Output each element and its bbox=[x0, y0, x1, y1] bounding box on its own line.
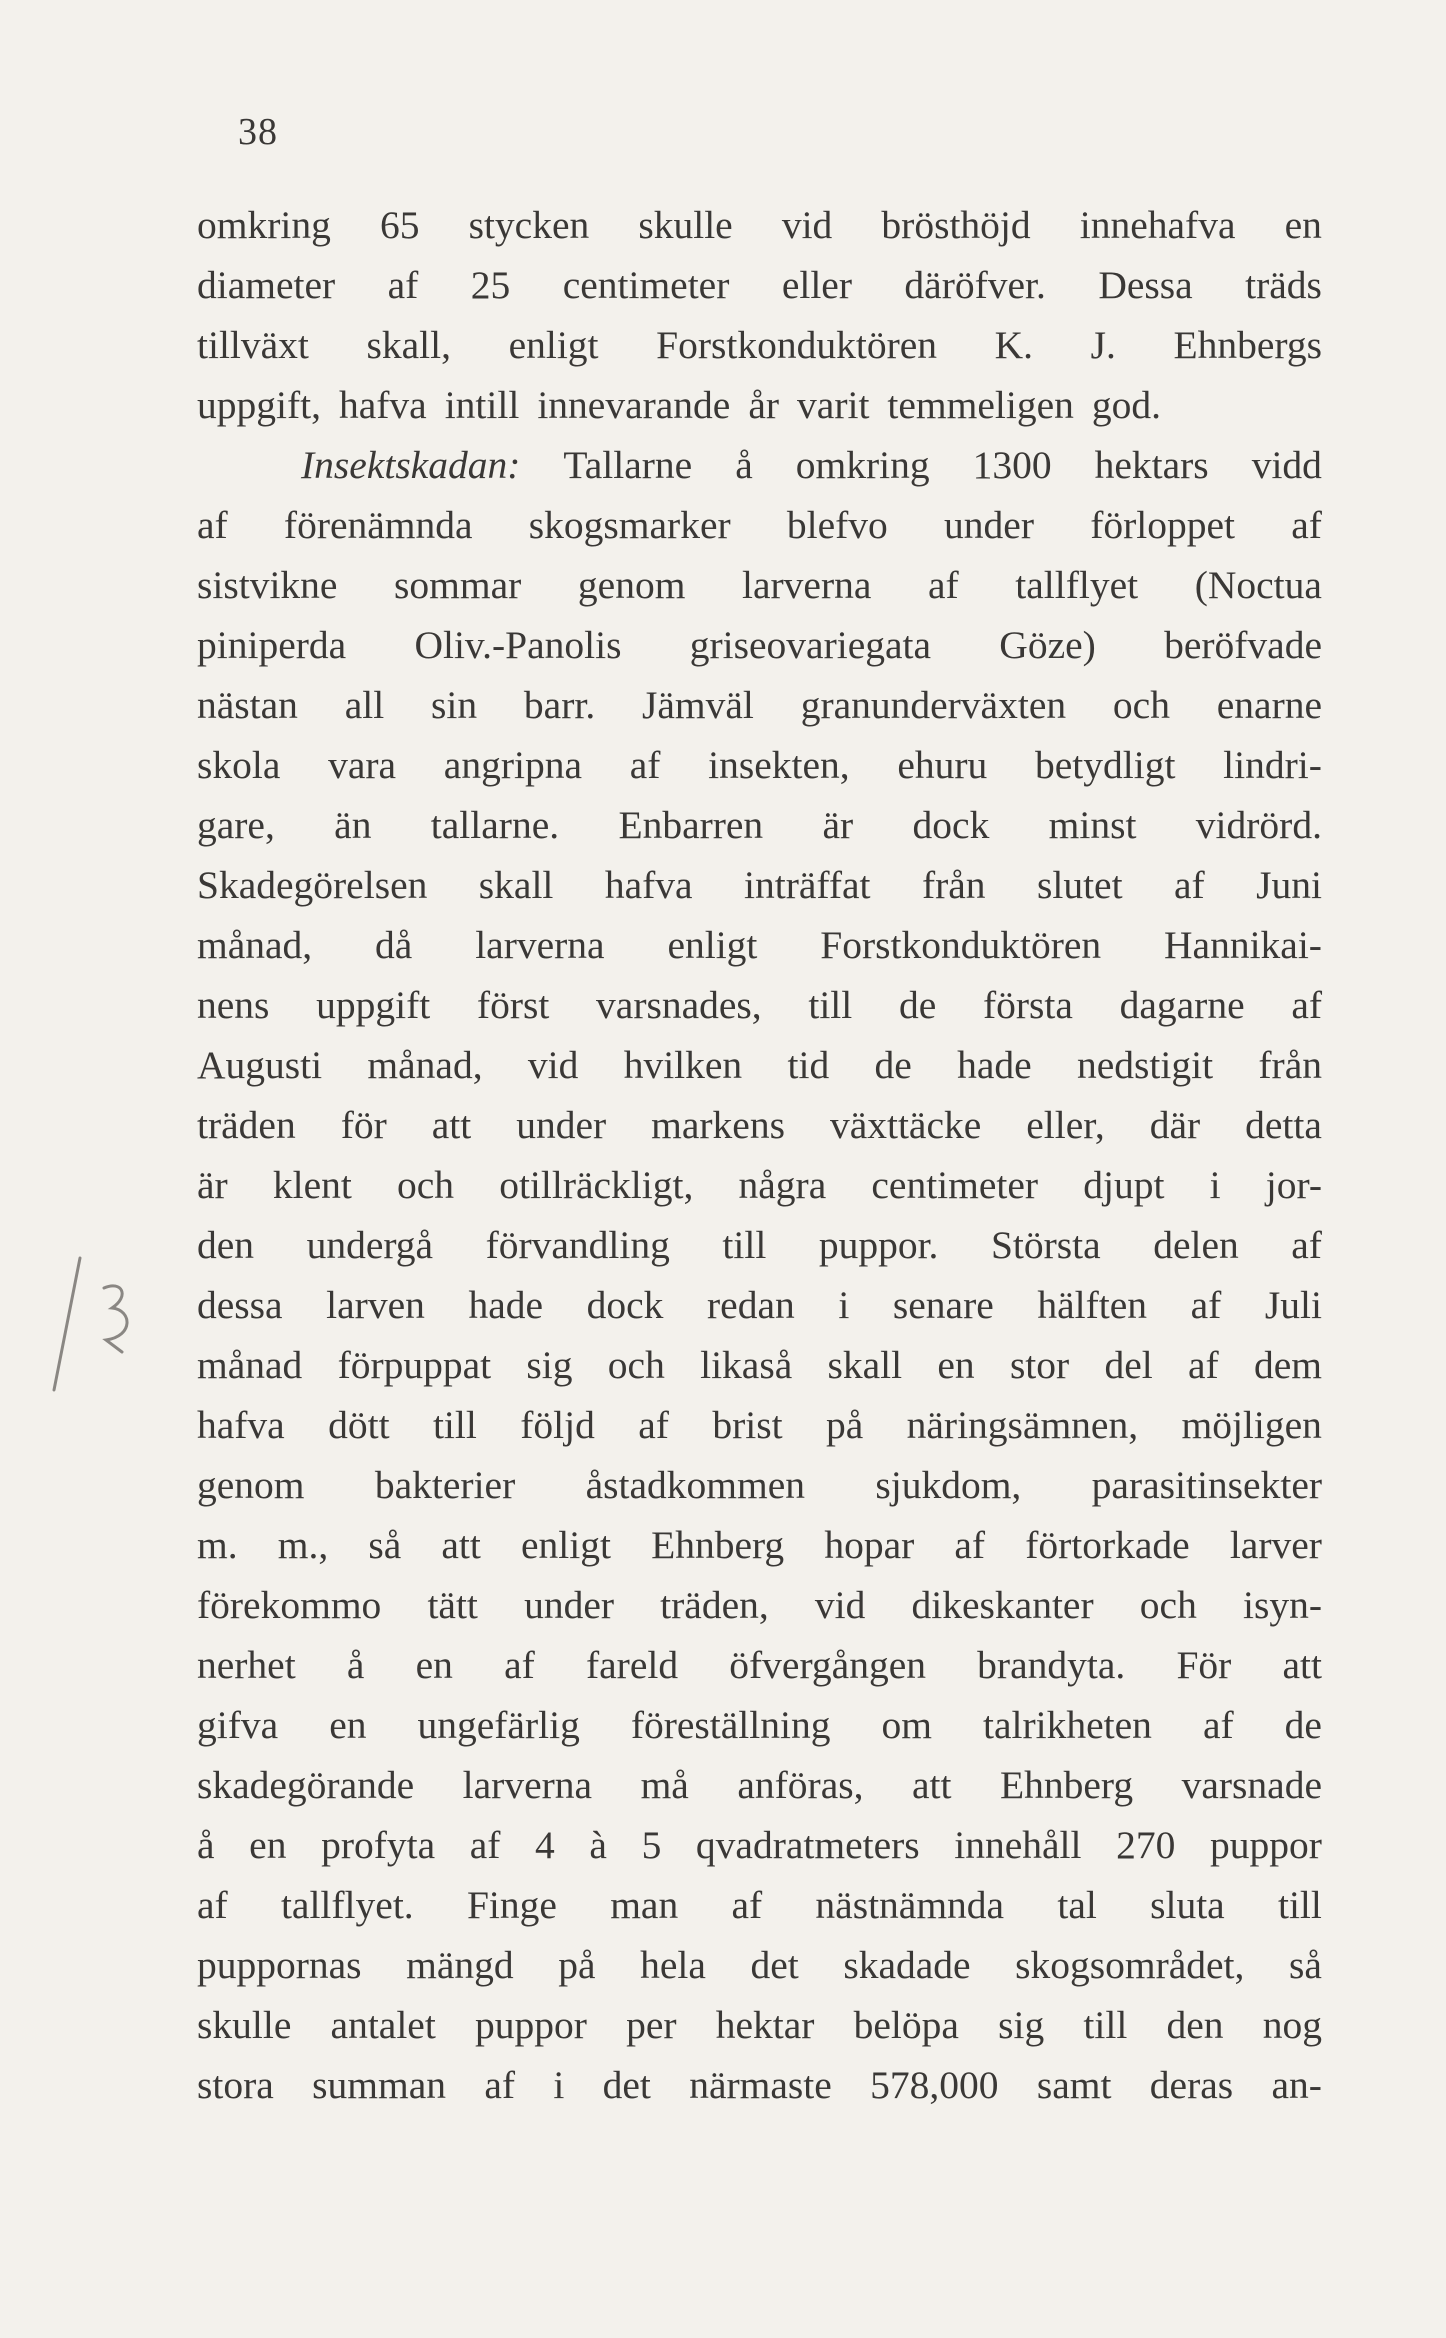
word: parasitinsekter bbox=[1091, 1463, 1322, 1507]
word: träden bbox=[197, 1103, 296, 1147]
word: varsnade bbox=[1181, 1763, 1322, 1807]
word: af bbox=[469, 1823, 501, 1867]
word: gifva bbox=[197, 1703, 279, 1747]
word: till bbox=[722, 1223, 767, 1267]
text-line bbox=[197, 1995, 1322, 2055]
word: à bbox=[589, 1823, 607, 1867]
word: Göze) bbox=[999, 623, 1096, 667]
word: skola bbox=[197, 743, 281, 787]
word: där bbox=[1149, 1103, 1201, 1147]
text-line bbox=[197, 1215, 1322, 1275]
word: en bbox=[329, 1703, 367, 1747]
word: stor bbox=[1009, 1343, 1070, 1387]
word: hvilken bbox=[623, 1043, 743, 1087]
word: För bbox=[1176, 1643, 1232, 1687]
word: per bbox=[626, 2003, 677, 2047]
word: hela bbox=[640, 1943, 706, 1987]
word: månad, bbox=[367, 1043, 483, 1087]
word: en bbox=[1284, 203, 1322, 247]
word: omkring bbox=[197, 203, 331, 247]
word: vid bbox=[527, 1043, 579, 1087]
word: enligt bbox=[508, 323, 599, 367]
word: möjligen bbox=[1181, 1403, 1322, 1447]
word: å bbox=[197, 1823, 215, 1867]
word: skadegörande bbox=[197, 1763, 415, 1807]
word: månad bbox=[197, 1343, 303, 1387]
word: af bbox=[1291, 983, 1322, 1027]
word: däröfver. bbox=[904, 263, 1046, 307]
word: lindri- bbox=[1223, 743, 1322, 787]
word: än bbox=[334, 803, 372, 847]
word: Insektskadan: bbox=[301, 443, 521, 487]
word: brandyta. bbox=[977, 1643, 1126, 1687]
text-line bbox=[197, 375, 1322, 435]
word: larver bbox=[1229, 1523, 1322, 1567]
word: Jämväl bbox=[642, 683, 754, 727]
word: under bbox=[524, 1583, 615, 1627]
word: belöpa bbox=[853, 2003, 959, 2047]
word: sluta bbox=[1150, 1883, 1225, 1927]
word: stora bbox=[197, 2063, 274, 2107]
word: Juli bbox=[1264, 1283, 1322, 1327]
word: till bbox=[1277, 1883, 1322, 1927]
text-line bbox=[197, 1635, 1322, 1695]
word: samt bbox=[1036, 2063, 1112, 2107]
word: del bbox=[1104, 1343, 1153, 1387]
word: af bbox=[1202, 1703, 1234, 1747]
word: varit bbox=[797, 383, 870, 427]
text-line bbox=[197, 1515, 1322, 1575]
word: puppor. bbox=[818, 1223, 939, 1267]
word: blefvo bbox=[786, 503, 888, 547]
word: Juni bbox=[1256, 863, 1322, 907]
word: nens bbox=[197, 983, 270, 1027]
word: puppor bbox=[1209, 1823, 1322, 1867]
text-line bbox=[197, 1875, 1322, 1935]
word: af bbox=[731, 1883, 763, 1927]
word: angripna bbox=[443, 743, 582, 787]
word: af bbox=[629, 743, 661, 787]
text-line bbox=[197, 795, 1322, 855]
word: larverna bbox=[462, 1763, 593, 1807]
word: sig bbox=[998, 2003, 1045, 2047]
text-line bbox=[197, 435, 1322, 495]
word: växttäcke bbox=[829, 1103, 982, 1147]
word: puppornas bbox=[197, 1943, 362, 1987]
word: uppgift, bbox=[197, 383, 321, 427]
word: anföras, bbox=[737, 1763, 864, 1807]
word: att bbox=[912, 1763, 952, 1807]
word: i bbox=[553, 2063, 565, 2107]
word: isyn- bbox=[1242, 1583, 1322, 1627]
text-line bbox=[197, 2055, 1322, 2115]
word: och bbox=[1139, 1583, 1197, 1627]
word: mängd bbox=[406, 1943, 514, 1987]
word: träds bbox=[1245, 263, 1322, 307]
word: Oliv.-Panolis bbox=[414, 623, 622, 667]
word: af bbox=[197, 1883, 228, 1927]
word: temmeligen bbox=[887, 383, 1074, 427]
word: dagarne bbox=[1119, 983, 1245, 1027]
word: förekommo bbox=[197, 1583, 382, 1627]
word: hektar bbox=[715, 2003, 815, 2047]
word: genom bbox=[197, 1463, 305, 1507]
word: träden, bbox=[660, 1583, 769, 1627]
word: Dessa bbox=[1098, 263, 1193, 307]
word: Hannikai- bbox=[1164, 923, 1322, 967]
word: nästan bbox=[197, 683, 298, 727]
word: af bbox=[197, 503, 228, 547]
text-line bbox=[197, 1095, 1322, 1155]
word: nedstigit bbox=[1077, 1043, 1214, 1087]
word: centimeter bbox=[562, 263, 730, 307]
word: månad, bbox=[197, 923, 313, 967]
word: enarne bbox=[1216, 683, 1322, 727]
word: redan bbox=[707, 1283, 795, 1327]
word: sin bbox=[431, 683, 478, 727]
word: af bbox=[1190, 1283, 1222, 1327]
word: vidd bbox=[1251, 443, 1322, 487]
word: först bbox=[476, 983, 550, 1027]
word: af bbox=[387, 263, 419, 307]
word: en bbox=[937, 1343, 975, 1387]
word: summan bbox=[312, 2063, 446, 2107]
word: från bbox=[1258, 1043, 1322, 1087]
word: skogsområdet, bbox=[1015, 1943, 1245, 1987]
word: 4 bbox=[535, 1823, 555, 1867]
word: i bbox=[1209, 1163, 1221, 1207]
word: tallflyet. bbox=[280, 1883, 414, 1927]
word: ehuru bbox=[897, 743, 988, 787]
word: följd bbox=[520, 1403, 595, 1447]
word: första bbox=[982, 983, 1073, 1027]
word: vidrörd. bbox=[1195, 803, 1322, 847]
word: varsnades, bbox=[596, 983, 762, 1027]
text-line bbox=[197, 675, 1322, 735]
word: sig bbox=[526, 1343, 573, 1387]
word: Enbarren bbox=[618, 803, 764, 847]
word: å bbox=[735, 443, 753, 487]
word: skall bbox=[827, 1343, 903, 1387]
word: centimeter bbox=[871, 1163, 1039, 1207]
word: barr. bbox=[523, 683, 596, 727]
word: piniperda bbox=[197, 623, 347, 667]
word: till bbox=[432, 1403, 477, 1447]
word: innevarande bbox=[537, 383, 731, 427]
word: 270 bbox=[1116, 1823, 1176, 1867]
word: af bbox=[928, 563, 959, 607]
word: då bbox=[375, 923, 413, 967]
word: nästnämnda bbox=[815, 1883, 1005, 1927]
word: 65 bbox=[379, 203, 420, 247]
word: år bbox=[748, 383, 780, 427]
word: öfvergången bbox=[729, 1643, 926, 1687]
word: intill bbox=[444, 383, 520, 427]
text-line bbox=[197, 315, 1322, 375]
word: den bbox=[197, 1223, 255, 1267]
word: af bbox=[638, 1403, 669, 1447]
text-line bbox=[197, 855, 1322, 915]
word: till bbox=[808, 983, 853, 1027]
word: af bbox=[954, 1523, 986, 1567]
word: på bbox=[558, 1943, 596, 1987]
word: gare, bbox=[197, 803, 275, 847]
word: de bbox=[1284, 1703, 1322, 1747]
word: Forstkonduktören bbox=[656, 323, 938, 367]
word: profyta bbox=[321, 1823, 436, 1867]
word: betydligt bbox=[1035, 743, 1176, 787]
handwritten-margin-note bbox=[42, 1240, 152, 1400]
word: på bbox=[825, 1403, 864, 1447]
word: skall, bbox=[366, 323, 451, 367]
word: i bbox=[838, 1283, 850, 1327]
word: förvandling bbox=[485, 1223, 670, 1267]
word: och bbox=[1112, 683, 1170, 727]
word: m., bbox=[277, 1523, 329, 1567]
word: J. bbox=[1090, 323, 1116, 367]
word: de bbox=[874, 1043, 912, 1087]
word: af bbox=[1291, 503, 1322, 547]
word: hektars bbox=[1094, 443, 1209, 487]
word: enligt bbox=[520, 1523, 611, 1567]
word: 1300 bbox=[972, 443, 1052, 487]
word: dikeskanter bbox=[911, 1583, 1094, 1627]
word: af bbox=[1173, 863, 1205, 907]
word: minst bbox=[1048, 803, 1137, 847]
word: larverna bbox=[742, 563, 872, 607]
word: detta bbox=[1245, 1103, 1322, 1147]
word: är bbox=[197, 1163, 228, 1207]
word: för bbox=[340, 1103, 387, 1147]
word: otillräckligt, bbox=[499, 1163, 694, 1207]
word: å bbox=[346, 1643, 365, 1687]
word: vid bbox=[814, 1583, 866, 1627]
word: en bbox=[415, 1643, 453, 1687]
text-line bbox=[197, 915, 1322, 975]
word: Ehnberg bbox=[1000, 1763, 1134, 1807]
word: god. bbox=[1091, 383, 1162, 427]
word: brösthöjd bbox=[881, 203, 1031, 247]
word: tal bbox=[1057, 1883, 1097, 1927]
word: nerhet bbox=[197, 1643, 296, 1687]
word: vara bbox=[328, 743, 397, 787]
word: förtorkade bbox=[1025, 1523, 1190, 1567]
word: förloppet bbox=[1090, 503, 1235, 547]
text-line bbox=[197, 1695, 1322, 1755]
word: och bbox=[607, 1343, 665, 1387]
body-text bbox=[197, 195, 1322, 2115]
text-line bbox=[197, 1035, 1322, 1095]
word: tillväxt bbox=[197, 323, 309, 367]
text-line bbox=[197, 1155, 1322, 1215]
word: skall bbox=[478, 863, 554, 907]
word: djupt bbox=[1083, 1163, 1165, 1207]
text-line bbox=[197, 195, 1322, 255]
word: genom bbox=[577, 563, 686, 607]
word: är bbox=[822, 803, 854, 847]
word: att bbox=[441, 1523, 481, 1567]
word: förenämnda bbox=[283, 503, 473, 547]
word: antalet bbox=[330, 2003, 436, 2047]
word: dock bbox=[586, 1283, 664, 1327]
word: 5 bbox=[641, 1823, 662, 1867]
word: hafva bbox=[338, 383, 427, 427]
word: slutet bbox=[1036, 863, 1123, 907]
word: förpuppat bbox=[337, 1343, 492, 1387]
word: beröfvade bbox=[1164, 623, 1322, 667]
word: af bbox=[504, 1643, 535, 1687]
word: att bbox=[1282, 1643, 1322, 1687]
word: innehafva bbox=[1079, 203, 1236, 247]
word: eller, bbox=[1026, 1103, 1105, 1147]
word: tätt bbox=[427, 1583, 478, 1627]
word: några bbox=[738, 1163, 827, 1207]
word: de bbox=[898, 983, 937, 1027]
word: det bbox=[750, 1943, 799, 1987]
text-line bbox=[197, 555, 1322, 615]
text-line bbox=[197, 1815, 1322, 1875]
text-line bbox=[197, 1455, 1322, 1515]
text-line bbox=[197, 255, 1322, 315]
word: af bbox=[1187, 1343, 1219, 1387]
word: m. bbox=[197, 1523, 238, 1567]
word: bakterier bbox=[374, 1463, 516, 1507]
word: Största bbox=[990, 1223, 1101, 1267]
word: hafva bbox=[197, 1403, 285, 1447]
word: sjukdom, bbox=[875, 1463, 1022, 1507]
word: hopar bbox=[824, 1523, 915, 1567]
word: dött bbox=[328, 1403, 390, 1447]
word: ungefärlig bbox=[417, 1703, 580, 1747]
text-line bbox=[197, 735, 1322, 795]
word: man bbox=[610, 1883, 679, 1927]
word: vid bbox=[781, 203, 833, 247]
word: närmaste bbox=[689, 2063, 832, 2107]
word: Forstkonduktören bbox=[820, 923, 1102, 967]
word: under bbox=[516, 1103, 607, 1147]
word: senare bbox=[892, 1283, 994, 1327]
word: stycken bbox=[468, 203, 590, 247]
text-line bbox=[197, 1755, 1322, 1815]
word: larven bbox=[326, 1283, 425, 1327]
word: det bbox=[602, 2063, 651, 2107]
word: all bbox=[344, 683, 385, 727]
word: hade bbox=[468, 1283, 544, 1327]
page-number: 38 bbox=[238, 111, 278, 153]
word: likaså bbox=[700, 1343, 793, 1387]
word: må bbox=[640, 1763, 689, 1807]
word: en bbox=[249, 1823, 287, 1867]
word: undergå bbox=[306, 1223, 434, 1267]
word: den bbox=[1166, 2003, 1224, 2047]
word: dessa bbox=[197, 1283, 283, 1327]
word: under bbox=[944, 503, 1034, 547]
text-line bbox=[197, 1275, 1322, 1335]
word: enligt bbox=[667, 923, 758, 967]
word: K. bbox=[994, 323, 1034, 367]
word: (Noctua bbox=[1194, 563, 1322, 607]
word: klent bbox=[272, 1163, 352, 1207]
text-line bbox=[197, 495, 1322, 555]
word: qvadratmeters bbox=[695, 1823, 920, 1867]
word: dem bbox=[1253, 1343, 1322, 1387]
word: tid bbox=[787, 1043, 830, 1087]
word: Finge bbox=[466, 1883, 557, 1927]
word: näringsämnen, bbox=[906, 1403, 1139, 1447]
word: brist bbox=[712, 1403, 783, 1447]
word: sommar bbox=[394, 563, 522, 607]
word: griseovariegata bbox=[689, 623, 932, 667]
word: fareld bbox=[585, 1643, 679, 1687]
word: så bbox=[368, 1523, 402, 1567]
word: larverna bbox=[475, 923, 605, 967]
word: att bbox=[431, 1103, 472, 1147]
word: markens bbox=[651, 1103, 785, 1147]
text-line bbox=[197, 615, 1322, 675]
word: åstadkommen bbox=[585, 1463, 805, 1507]
word: så bbox=[1289, 1943, 1322, 1987]
word: innehåll bbox=[954, 1823, 1082, 1867]
word: talrikheten bbox=[983, 1703, 1152, 1747]
word: 578,000 bbox=[870, 2063, 999, 2107]
word: dock bbox=[912, 803, 990, 847]
word: skogsmarker bbox=[528, 503, 731, 547]
word: Augusti bbox=[197, 1043, 323, 1087]
word: hafva bbox=[604, 863, 693, 907]
word: Ehnberg bbox=[651, 1523, 785, 1567]
word: Ehnbergs bbox=[1173, 323, 1322, 367]
text-line bbox=[197, 975, 1322, 1035]
word: skulle bbox=[197, 2003, 292, 2047]
word: nog bbox=[1262, 2003, 1322, 2047]
word: från bbox=[921, 863, 986, 907]
word: hälften bbox=[1037, 1283, 1148, 1327]
word: tallflyet bbox=[1015, 563, 1139, 607]
word: och bbox=[396, 1163, 455, 1207]
text-line bbox=[197, 1575, 1322, 1635]
word: tallarne. bbox=[430, 803, 560, 847]
text-line bbox=[197, 1335, 1322, 1395]
word: Tallarne bbox=[563, 443, 693, 487]
word: skadade bbox=[843, 1943, 971, 1987]
word: delen bbox=[1153, 1223, 1239, 1267]
word: uppgift bbox=[316, 983, 431, 1027]
word: skulle bbox=[638, 203, 733, 247]
word: om bbox=[881, 1703, 932, 1747]
word: af bbox=[484, 2063, 515, 2107]
text-line bbox=[197, 1935, 1322, 1995]
word: insekten, bbox=[708, 743, 850, 787]
word: deras bbox=[1149, 2063, 1234, 2107]
word: jor- bbox=[1265, 1163, 1322, 1207]
word: puppor bbox=[475, 2003, 587, 2047]
text-line bbox=[197, 1395, 1322, 1455]
word: eller bbox=[781, 263, 852, 307]
word: sistvikne bbox=[197, 563, 338, 607]
word: omkring bbox=[795, 443, 930, 487]
word: af bbox=[1291, 1223, 1322, 1267]
word: an- bbox=[1271, 2063, 1322, 2107]
word: diameter bbox=[197, 263, 336, 307]
word: inträffat bbox=[744, 863, 871, 907]
word: granunderväxten bbox=[800, 683, 1067, 727]
word: föreställning bbox=[630, 1703, 831, 1747]
word: till bbox=[1083, 2003, 1128, 2047]
word: Skadegörelsen bbox=[197, 863, 428, 907]
word: hade bbox=[957, 1043, 1032, 1087]
word: 25 bbox=[470, 263, 511, 307]
